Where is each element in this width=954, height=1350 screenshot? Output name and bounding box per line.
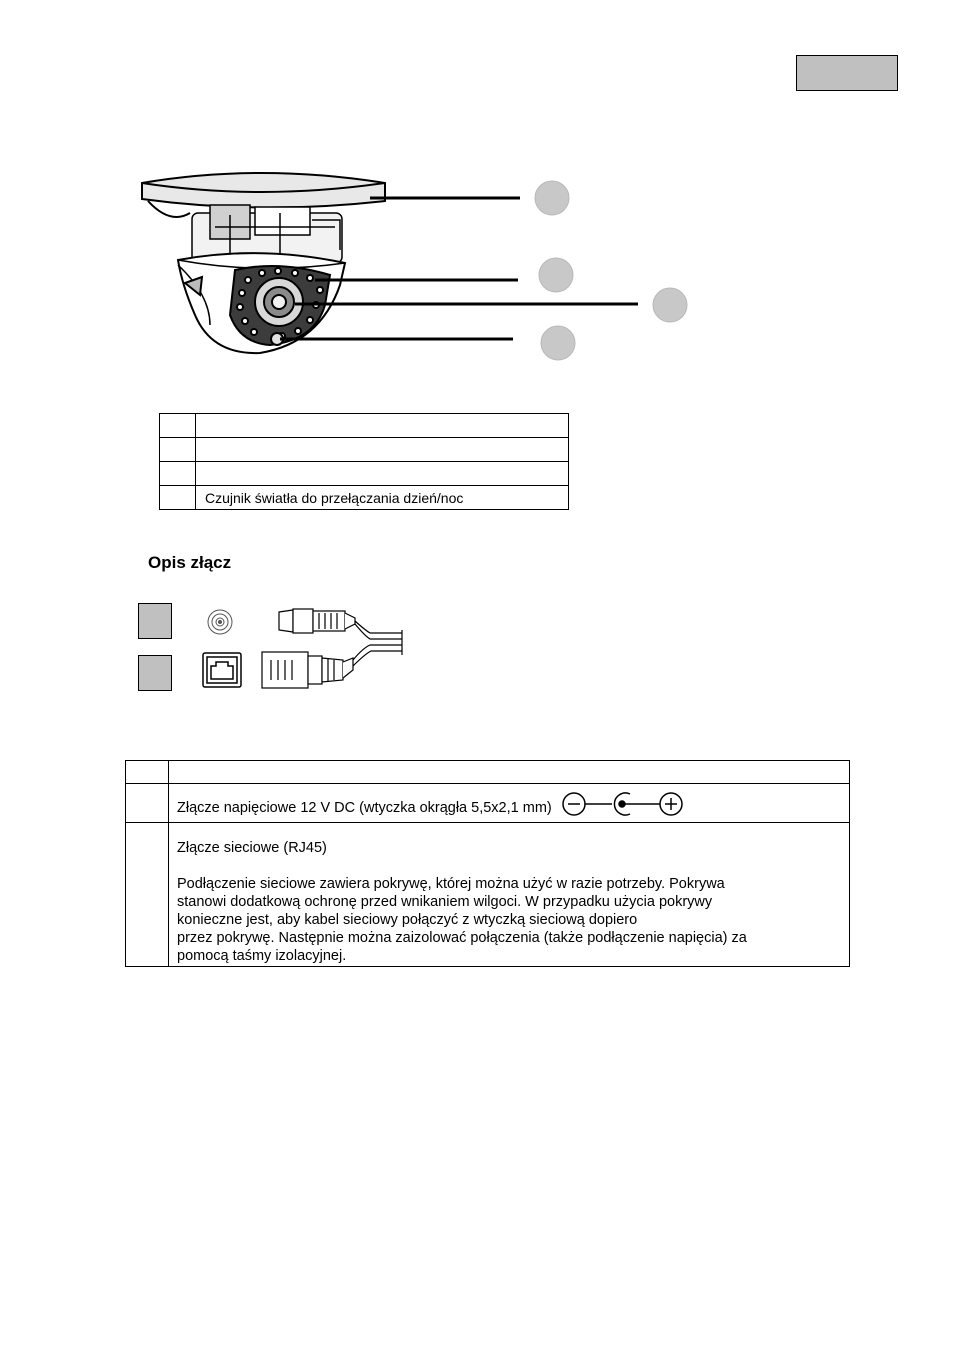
callout-marker-1 [535,181,569,215]
callout-marker-4 [541,326,575,360]
table-row [160,414,569,438]
table-row [160,438,569,462]
parts-num-cell [160,486,196,510]
parts-desc-cell [196,414,569,438]
rj45-plug-icon [262,652,353,688]
parts-num-cell [160,462,196,486]
network-connector-title: Złącze sieciowe (RJ45) [177,840,327,856]
parts-desc-cell [196,462,569,486]
section-title: Opis złącz [148,553,232,572]
callout-marker-3 [653,288,687,322]
table-row [160,462,569,486]
language-tab [796,55,898,91]
parts-num-cell [160,438,196,462]
network-connector-text-line: przez pokrywę. Następnie można zaizolować połączenia (także podłączenie napięcia) za [177,930,747,946]
dc-socket-icon [208,610,232,634]
table-row [126,784,850,823]
header-desc-cell [169,761,850,784]
conn-desc-cell [169,784,850,823]
callout-marker-2 [539,258,573,292]
dome-camera-illustration [130,165,700,365]
connector-number-box-1 [138,603,172,639]
dc-plug-icon [279,609,355,633]
parts-num-cell [160,414,196,438]
table-row [126,823,850,967]
power-connector-desc: Złącze napięciowe 12 V DC (wtyczka okrągła 5,5x2,1 mm) [177,799,552,816]
parts-desc-cell: Czujnik światła do przełączania dzień/noc [196,486,569,510]
connector-table [125,760,850,967]
parts-desc-cell [196,438,569,462]
connector-number-box-2 [138,655,172,691]
network-connector-text-line: konieczne jest, aby kabel sieciowy połączyć z wtyczką sieciową dopiero [177,912,638,928]
dc-polarity-center-positive-icon [562,791,684,817]
network-connector-text-line: Podłączenie sieciowe zawiera pokrywę, której można użyć w razie potrzeby. Pokrywa [177,876,725,892]
conn-num-cell [126,823,169,967]
connectors-illustration [195,600,410,695]
header-num-cell [126,761,169,784]
conn-desc-cell [169,823,850,967]
table-row [160,486,569,510]
table-header-row [126,761,850,784]
parts-table [159,413,569,510]
network-connector-text-line: stanowi dodatkową ochronę przed wnikaniem wilgoci. W przypadku użycia pokrywy [177,894,713,910]
network-connector-text-line: pomocą taśmy izolacyjnej. [177,948,347,964]
conn-num-cell [126,784,169,823]
rj45-socket-icon [203,653,241,687]
